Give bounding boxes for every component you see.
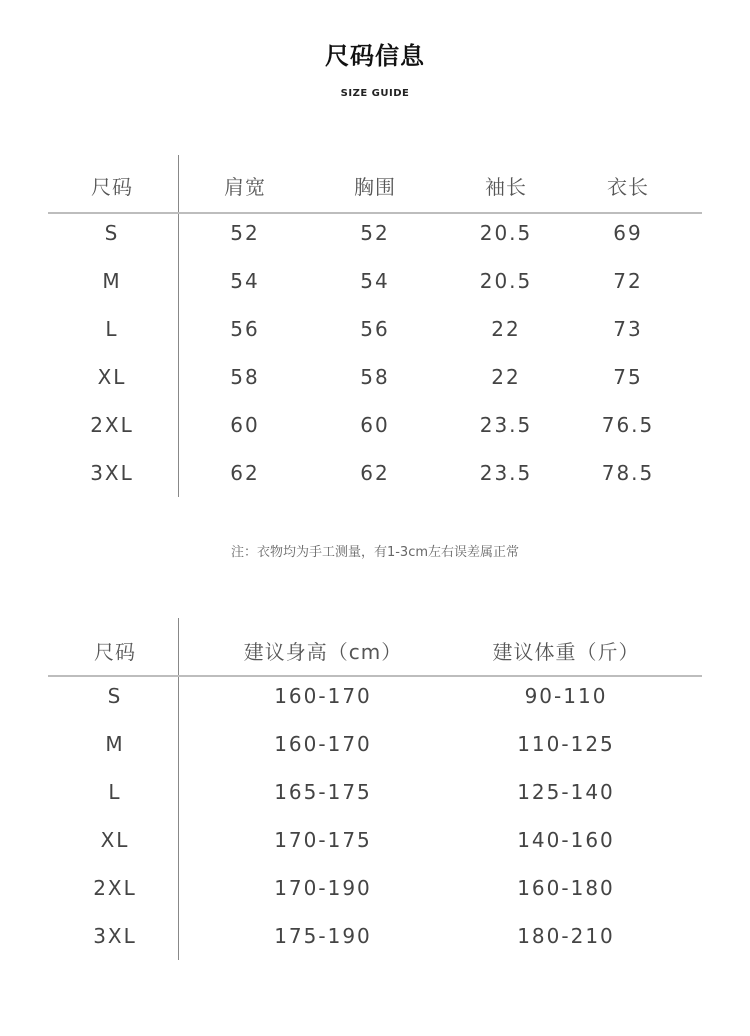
table-cell: 69 [613, 221, 643, 245]
table-cell: 62 [360, 461, 390, 485]
table-cell: 52 [360, 221, 390, 245]
table-cell: 62 [230, 461, 260, 485]
table-row [48, 401, 702, 449]
table-cell: 160-180 [517, 876, 615, 900]
column-header: 肩宽 [224, 175, 266, 199]
table-row [48, 912, 702, 960]
table-row [48, 353, 702, 401]
table-cell: 58 [230, 365, 260, 389]
table-cell: 52 [230, 221, 260, 245]
table-cell: 56 [360, 317, 390, 341]
table-cell: 78.5 [601, 461, 655, 485]
table-cell: 20.5 [479, 221, 533, 245]
column-header: 建议体重（斤） [492, 640, 640, 664]
size-table [48, 155, 702, 497]
table-cell: 60 [360, 413, 390, 437]
table-row [48, 864, 702, 912]
table-row [48, 816, 702, 864]
table-row [48, 449, 702, 497]
size-label: XL [97, 365, 127, 389]
measurement-note: 注：衣物均为手工测量，有1-3cm左右误差属正常 [230, 545, 520, 560]
size-label: M [102, 269, 122, 293]
table-row [48, 209, 702, 257]
table-cell: 125-140 [517, 780, 615, 804]
table-cell: 22 [491, 365, 521, 389]
column-header: 建议身高（cm） [243, 640, 403, 664]
size-label: L [108, 780, 122, 804]
size-label: XL [100, 828, 130, 852]
table-row [48, 257, 702, 305]
table-row [48, 305, 702, 353]
table-cell: 90-110 [524, 684, 608, 708]
column-header: 尺码 [91, 175, 133, 199]
table-row [48, 720, 702, 768]
table-cell: 170-190 [274, 876, 372, 900]
fit-table [48, 618, 702, 960]
column-header: 胸围 [354, 175, 396, 199]
column-header: 衣长 [607, 175, 649, 199]
table-cell: 76.5 [601, 413, 655, 437]
page-subtitle: SIZE GUIDE [340, 88, 410, 99]
table-cell: 175-190 [274, 924, 372, 948]
size-label: 3XL [90, 461, 134, 485]
table-cell: 160-170 [274, 732, 372, 756]
table-cell: 165-175 [274, 780, 372, 804]
table-cell: 73 [613, 317, 643, 341]
size-label: 3XL [93, 924, 137, 948]
table-cell: 56 [230, 317, 260, 341]
size-label: S [107, 684, 123, 708]
column-header: 尺码 [94, 640, 136, 664]
table-row [48, 768, 702, 816]
table-cell: 54 [230, 269, 260, 293]
table-cell: 23.5 [479, 461, 533, 485]
table-cell: 54 [360, 269, 390, 293]
table-cell: 110-125 [517, 732, 615, 756]
size-label: L [105, 317, 119, 341]
column-header: 袖长 [485, 175, 527, 199]
table-cell: 23.5 [479, 413, 533, 437]
table-cell: 170-175 [274, 828, 372, 852]
size-label: S [104, 221, 120, 245]
table-cell: 22 [491, 317, 521, 341]
size-label: M [105, 732, 125, 756]
table-header-row [48, 163, 702, 211]
table-header-row [48, 628, 702, 676]
table-row [48, 672, 702, 720]
table-cell: 60 [230, 413, 260, 437]
page-title: 尺码信息 [325, 42, 425, 70]
size-label: 2XL [93, 876, 137, 900]
table-cell: 72 [613, 269, 643, 293]
table-cell: 180-210 [517, 924, 615, 948]
table-cell: 20.5 [479, 269, 533, 293]
table-cell: 140-160 [517, 828, 615, 852]
table-cell: 160-170 [274, 684, 372, 708]
size-label: 2XL [90, 413, 134, 437]
table-cell: 75 [613, 365, 643, 389]
table-cell: 58 [360, 365, 390, 389]
